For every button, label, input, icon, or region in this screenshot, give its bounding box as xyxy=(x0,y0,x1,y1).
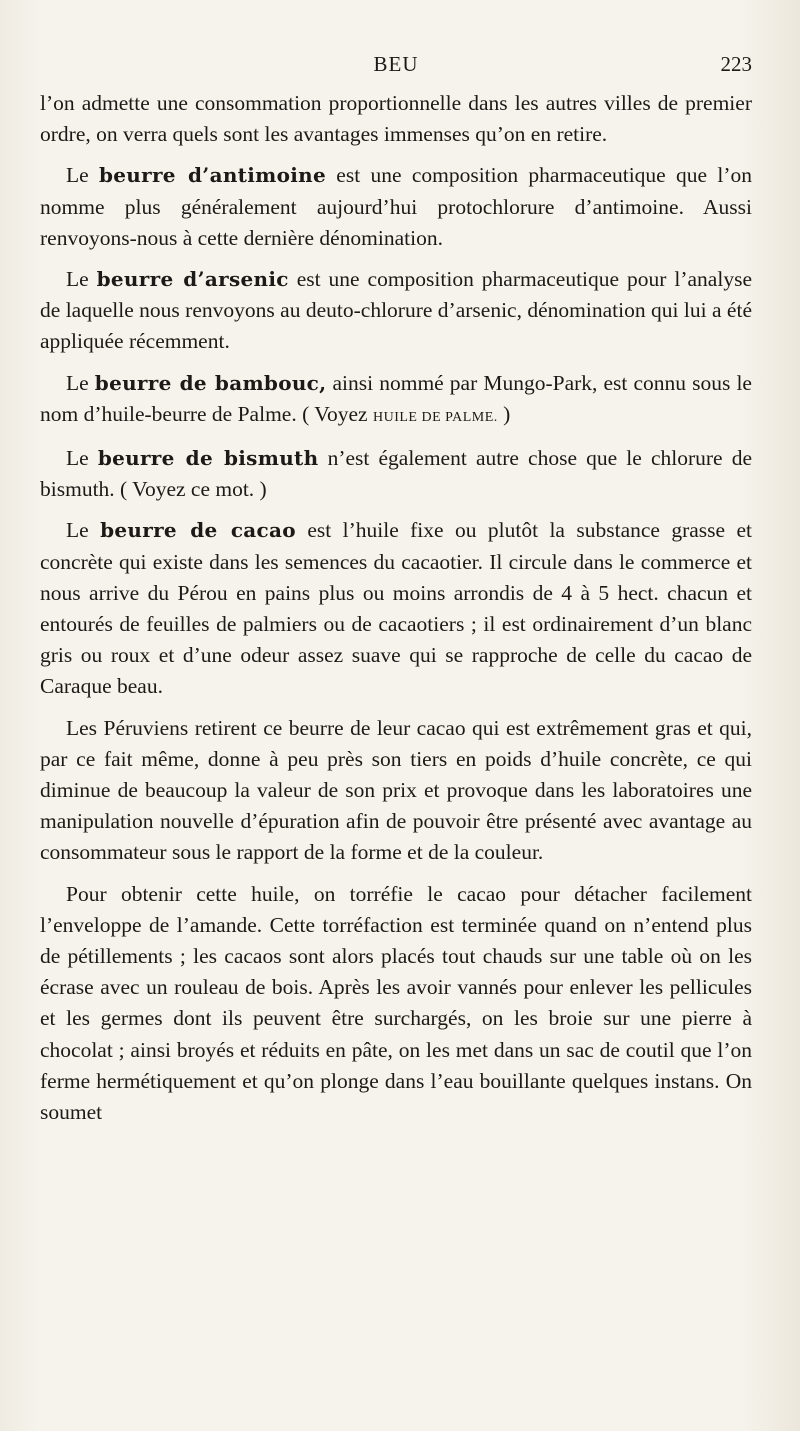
paragraph-text: Les Péruviens retirent ce beurre de leur cacao qui est extrêmement gras et qui, par ce fait même, donne à peu près son tiers en poids d’huile concrète, ce qui diminue de beaucoup la valeur de son prix et provoque dans les laboratoires une manipulation nouvelle d’épuration afin de pouvoir être présenté avec avantage au consommateur sous le rapport de la forme et de la couleur. xyxy=(40,715,752,865)
paragraph-text: l’on admette une consommation proportionnelle dans les autres villes de premier ordre, on verra quels sont les avantages immenses qu’on en retire. xyxy=(40,91,752,147)
entry-beurre-antimoine xyxy=(40,160,752,254)
entry-beurre-bambouc xyxy=(40,368,752,433)
cross-reference: HUILE DE PALME. xyxy=(372,409,498,425)
paragraph-obtenir xyxy=(40,879,752,1129)
body-text xyxy=(40,88,752,1138)
entry-lead: Le xyxy=(66,163,99,188)
paragraph-text: Pour obtenir cette huile, on torréfie le cacao pour détacher facilement l’enveloppe de l’amande. Cette torréfaction est terminée quand on n’entend plus de pétillements ; les cacaos sont alors placés tout chauds sur une table où on les écrase avec un rouleau de bois. Après les avoir vannés pour enlever les pellicules et les germes dont ils peuvent être surchargés, on les broie sur une pierre à chocolat ; ainsi broyés et réduits en pâte, on les met dans un sac de coutil que l’on ferme hermétiquement et qu’on plonge dans l’eau bouillante quelques instans. On soumet xyxy=(40,881,752,1125)
entry-text: est une composition pharmaceutique pour l’analyse de laquelle nous renvoyons au deuto-chlorure d’arsenic, dénomination qui lui a été appliquée récemment. xyxy=(40,267,752,354)
entry-text: ainsi nommé par Mungo-Park, est connu sous le nom d’huile-beurre de Palme. ( Voyez xyxy=(40,370,752,426)
entry-term: beurre de bismuth xyxy=(97,446,319,471)
entry-term: beurre de bambouc, xyxy=(94,370,327,395)
page-number: 223 xyxy=(720,52,752,76)
entry-text: n’est également autre chose que le chlorure de bismuth. ( Voyez ce mot. ) xyxy=(40,446,752,502)
entry-lead: Le xyxy=(66,518,101,543)
paragraph-peruviens xyxy=(40,713,752,869)
entry-text: est l’huile fixe ou plutôt la substance grasse et concrète qui existe dans les semences du cacaotier. Il circule dans le commerce et nous arrive du Pérou en pains plus ou moins arrondis de 4 à 5 hect. chacun et entourés de feuilles de palmiers ou de cacaotiers ; il est ordinairement d’un blanc gris ou roux et d’une odeur assez suave qui se rapproche de celle du cacao de Caraque beau. xyxy=(40,518,752,699)
entry-text: est une composition pharmaceutique que l’on nomme plus généralement aujourd’hui protochlorure d’antimoine. Aussi renvoyons-nous à cette dernière dénomination. xyxy=(40,163,752,250)
entry-term: beurre d’antimoine xyxy=(98,163,326,188)
entry-term: beurre d’arsenic xyxy=(96,267,289,292)
entry-lead: Le xyxy=(66,267,97,292)
entry-beurre-cacao xyxy=(40,515,752,702)
entry-term: beurre de cacao xyxy=(100,518,296,543)
running-head: BEU xyxy=(373,52,419,76)
entry-lead: Le xyxy=(66,446,98,471)
page-header xyxy=(40,52,752,82)
entry-text-tail: ) xyxy=(497,401,511,426)
entry-lead: Le xyxy=(66,370,95,395)
paragraph-continuation xyxy=(40,88,752,150)
entry-beurre-bismuth xyxy=(40,443,752,505)
entry-beurre-arsenic xyxy=(40,264,752,358)
